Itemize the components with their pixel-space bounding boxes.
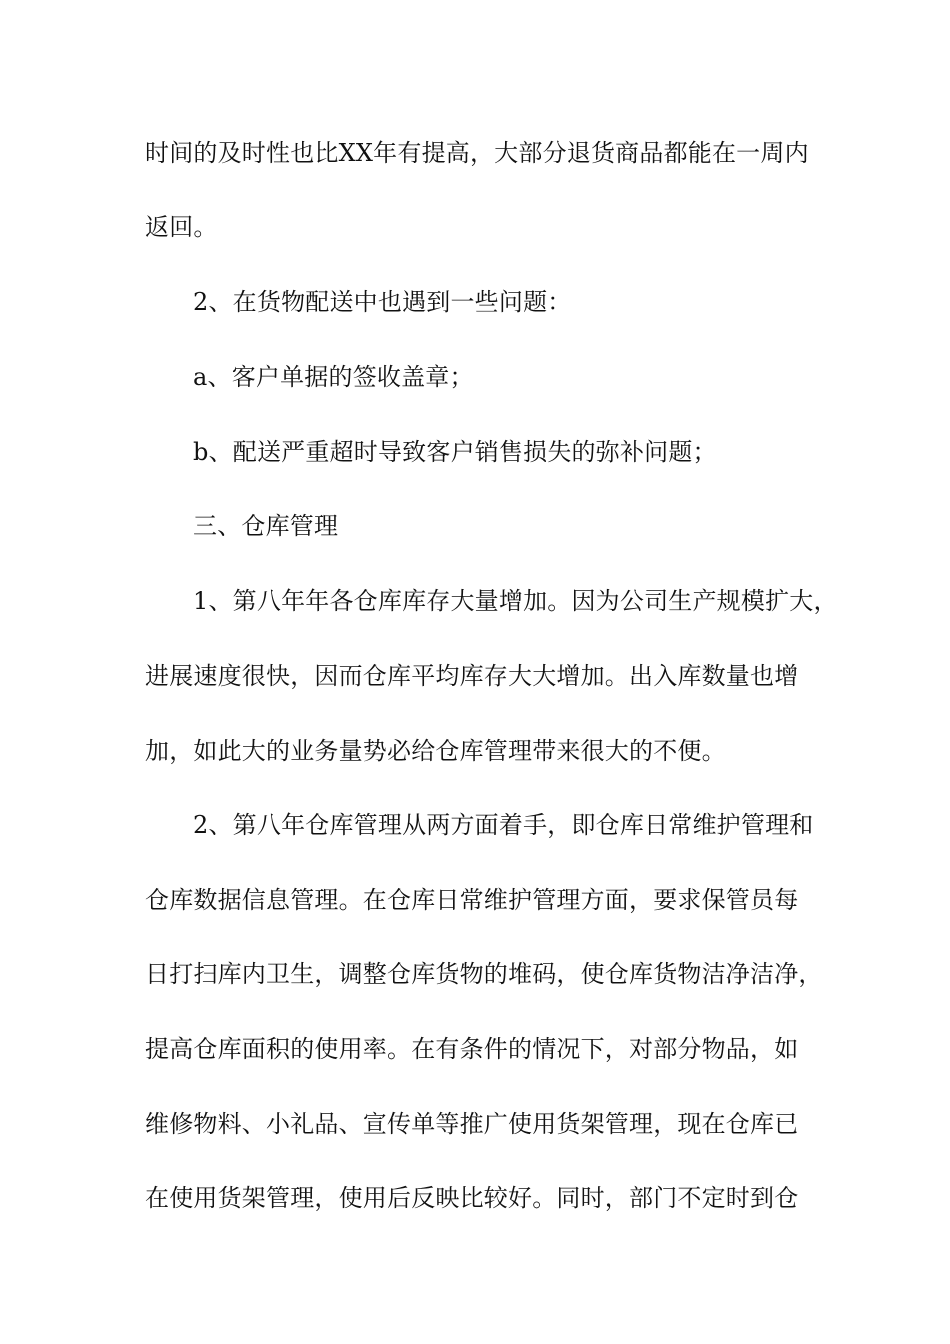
text-line: 提高仓库面积的使用率。在有条件的情况下，对部分物品，如 — [145, 1035, 799, 1063]
text-line: 在使用货架管理，使用后反映比较好。同时，部门不定时到仓 — [145, 1184, 799, 1212]
text-line: 时间的及时性也比XX年有提高，大部分退货商品都能在一周内 — [145, 139, 809, 167]
text-line: a、客户单据的签收盖章； — [193, 363, 474, 391]
text-line: 1、第八年年各仓库库存大量增加。因为公司生产规模扩大， — [193, 587, 838, 615]
text-line: b、配送严重超时导致客户销售损失的弥补问题； — [193, 438, 717, 466]
text-line: 2、在货物配送中也遇到一些问题： — [193, 288, 572, 316]
text-line: 2、第八年仓库管理从两方面着手，即仓库日常维护管理和 — [193, 811, 814, 839]
section-heading: 三、仓库管理 — [193, 512, 339, 540]
text-line: 返回。 — [145, 213, 218, 241]
text-line: 仓库数据信息管理。在仓库日常维护管理方面，要求保管员每 — [145, 886, 799, 914]
text-line: 维修物料、小礼品、宣传单等推广使用货架管理，现在仓库已 — [145, 1110, 799, 1138]
text-line: 进展速度很快，因而仓库平均库存大大增加。出入库数量也增 — [145, 662, 799, 690]
text-line: 加，如此大的业务量势必给仓库管理带来很大的不便。 — [145, 737, 726, 765]
text-line: 日打扫库内卫生，调整仓库货物的堆码，使仓库货物洁净洁净， — [145, 960, 823, 988]
